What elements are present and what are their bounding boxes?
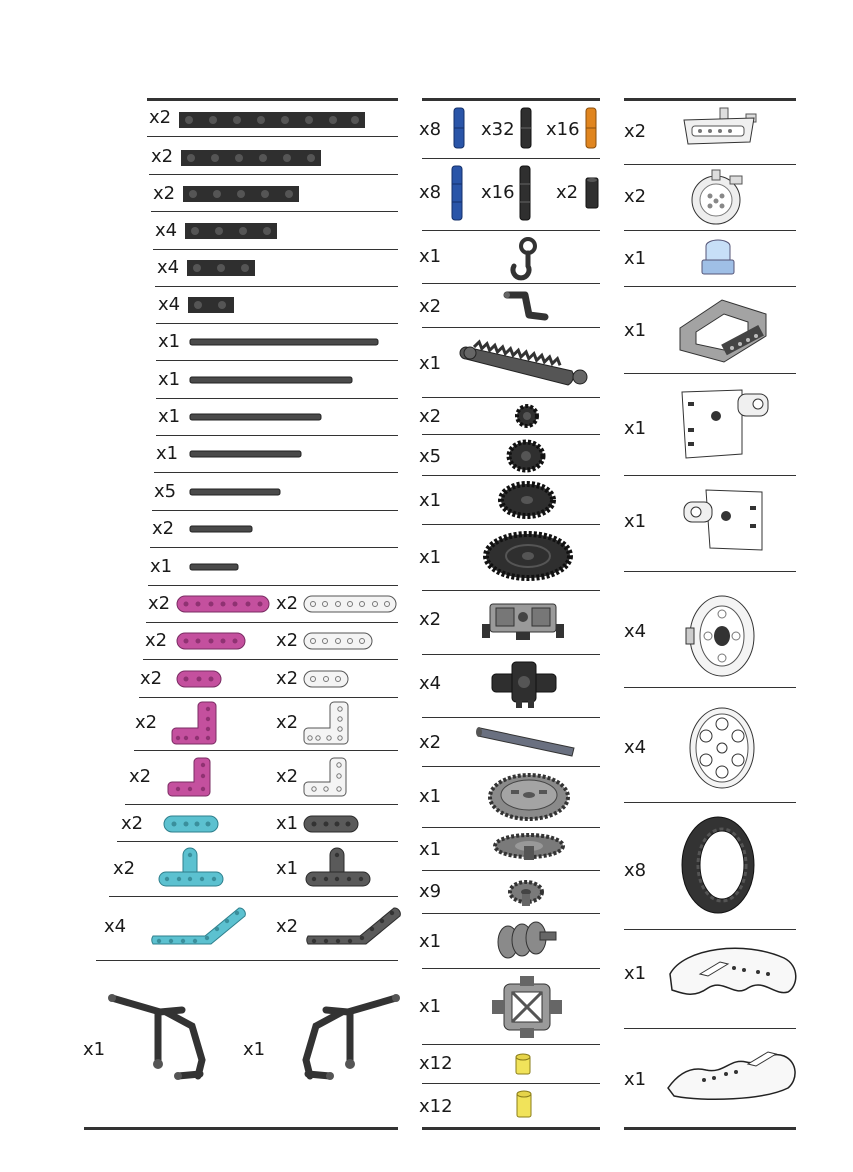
- column-bottom-rule: [624, 1127, 796, 1130]
- row-divider: [624, 475, 796, 476]
- liftarm-thin-icon: [303, 813, 359, 835]
- qty-label: x1: [83, 1039, 106, 1060]
- qty-label: x4: [155, 220, 178, 241]
- qty-label: x1: [624, 963, 647, 984]
- qty-label: x4: [419, 673, 442, 694]
- row-divider: [139, 697, 398, 698]
- qty-label: x2: [276, 916, 299, 937]
- row-divider: [156, 323, 398, 324]
- row-divider: [152, 510, 398, 511]
- qty-label: x1: [419, 839, 442, 860]
- qty-label: x1: [419, 786, 442, 807]
- qty-label: x1: [419, 547, 442, 568]
- l-beam-large-icon: [172, 700, 216, 746]
- yellow-bush-icon: [515, 1089, 533, 1119]
- t-beam-icon: [157, 846, 225, 890]
- cross-block-icon: [484, 660, 566, 710]
- row-divider: [156, 435, 398, 436]
- row-divider: [422, 1044, 600, 1045]
- turntable-gear-icon: [487, 770, 571, 824]
- crank-icon: [503, 287, 547, 323]
- t-beam-icon: [304, 846, 372, 890]
- axle-icon: [190, 412, 321, 422]
- qty-label: x2: [151, 146, 174, 167]
- l-beam-small-icon: [168, 756, 210, 798]
- qty-label: x2: [113, 858, 136, 879]
- row-divider: [624, 687, 796, 688]
- row-divider: [149, 174, 398, 175]
- qty-label: x4: [624, 621, 647, 642]
- handlebar-left-icon: [108, 990, 212, 1086]
- qty-label: x2: [152, 518, 175, 539]
- row-divider: [155, 286, 398, 287]
- row-divider: [143, 659, 398, 660]
- row-divider: [422, 434, 600, 435]
- qty-label: x1: [158, 406, 181, 427]
- qty-label: x2: [276, 712, 299, 733]
- liftarm-3-icon: [176, 668, 222, 690]
- qty-label: x1: [158, 331, 181, 352]
- qty-label: x1: [419, 353, 442, 374]
- row-divider: [422, 1083, 600, 1084]
- small-gear-icon: [506, 876, 546, 910]
- row-divider: [422, 717, 600, 718]
- row-divider: [624, 286, 796, 287]
- qty-label: x2: [153, 183, 176, 204]
- qty-label: x8: [624, 860, 647, 881]
- row-divider: [156, 360, 398, 361]
- axle-short-icon: [190, 524, 252, 534]
- liftarm-7-icon: [303, 593, 397, 615]
- column-top-rule: [422, 98, 600, 101]
- qty-label: x1: [419, 996, 442, 1017]
- row-divider: [109, 896, 398, 897]
- row-divider: [150, 547, 398, 548]
- orange-pin-icon: [584, 106, 598, 150]
- long-axle-gray-icon: [476, 724, 578, 758]
- row-divider: [422, 766, 600, 767]
- qty-label: x2: [556, 182, 579, 203]
- row-divider: [422, 230, 600, 231]
- motor-mount-right-icon: [682, 484, 768, 556]
- liftarm-thin-icon: [163, 813, 219, 835]
- handlebar-right-icon: [296, 990, 400, 1086]
- light-cap-icon: [700, 236, 736, 280]
- row-divider: [624, 373, 796, 374]
- qty-label: x2: [276, 630, 299, 651]
- qty-label: x1: [158, 369, 181, 390]
- row-divider: [146, 622, 398, 623]
- qty-label: x2: [419, 609, 442, 630]
- row-divider: [422, 913, 600, 914]
- qty-label: x16: [546, 119, 580, 140]
- qty-label: x32: [481, 119, 515, 140]
- liftarm-5-icon: [303, 630, 373, 652]
- motor-mount-left-icon: [678, 384, 772, 466]
- hook-icon: [510, 236, 540, 280]
- row-divider: [96, 960, 398, 961]
- row-divider: [422, 397, 600, 398]
- qty-label: x2: [276, 766, 299, 787]
- qty-label: x2: [419, 296, 442, 317]
- qty-label: x1: [624, 248, 647, 269]
- qty-label: x1: [624, 511, 647, 532]
- qty-label: x1: [276, 813, 299, 834]
- row-divider: [624, 571, 796, 572]
- qty-label: x16: [481, 182, 515, 203]
- beam-10-icon: [183, 184, 299, 204]
- qty-label: x4: [104, 916, 127, 937]
- wheel-hub-b-icon: [684, 704, 756, 792]
- qty-label: x1: [150, 556, 173, 577]
- angled-beam-icon: [149, 903, 245, 951]
- axle-icon: [190, 449, 301, 459]
- l-beam-small-icon: [304, 756, 346, 798]
- row-divider: [154, 472, 398, 473]
- row-divider: [134, 750, 398, 751]
- qty-label: x2: [148, 593, 171, 614]
- beam-8-icon: [185, 221, 277, 241]
- qty-label: x2: [624, 186, 647, 207]
- row-divider: [151, 211, 398, 212]
- gear-24-icon: [496, 480, 558, 520]
- sensor-plate-icon: [680, 106, 762, 154]
- qty-label: x2: [140, 668, 163, 689]
- yellow-bush-icon: [514, 1052, 532, 1076]
- black-long-pin-icon: [518, 164, 532, 222]
- qty-label: x1: [624, 418, 647, 439]
- liftarm-7-icon: [176, 593, 270, 615]
- qty-label: x2: [149, 107, 172, 128]
- row-divider: [422, 968, 600, 969]
- u-frame-icon: [672, 292, 770, 366]
- qty-label: x1: [624, 1069, 647, 1090]
- differential-icon: [490, 974, 564, 1040]
- angled-beam-icon: [304, 903, 400, 951]
- qty-label: x1: [419, 246, 442, 267]
- row-divider: [422, 158, 600, 159]
- row-divider: [422, 475, 600, 476]
- blue-long-pin-icon: [450, 164, 464, 222]
- cover-shell-a-icon: [664, 938, 802, 1008]
- column-top-rule: [624, 98, 796, 101]
- row-divider: [156, 398, 398, 399]
- row-divider: [148, 585, 398, 586]
- beam-12-icon: [181, 148, 321, 168]
- qty-label: x5: [154, 481, 177, 502]
- qty-label: x1: [624, 320, 647, 341]
- qty-label: x2: [419, 732, 442, 753]
- round-plate-icon: [686, 168, 748, 226]
- qty-label: x2: [419, 406, 442, 427]
- tire-icon: [678, 812, 760, 918]
- column-bottom-rule: [422, 1127, 600, 1130]
- qty-label: x2: [276, 593, 299, 614]
- cover-shell-b-icon: [664, 1036, 802, 1106]
- liftarm-5-icon: [176, 630, 246, 652]
- row-divider: [117, 841, 398, 842]
- axle-short-icon: [190, 562, 238, 572]
- bevel-gear-icon: [492, 832, 566, 864]
- axle-icon: [190, 375, 352, 385]
- qty-label: x12: [419, 1096, 453, 1117]
- blue-pin-icon: [452, 106, 466, 150]
- axle-long-icon: [190, 337, 378, 347]
- row-divider: [147, 136, 398, 137]
- row-divider: [624, 802, 796, 803]
- gear-rack-icon: [462, 333, 594, 389]
- black-pin-icon: [519, 106, 533, 150]
- qty-label: x1: [156, 443, 179, 464]
- beam-6-icon: [187, 258, 255, 278]
- row-divider: [422, 870, 600, 871]
- row-divider: [624, 164, 796, 165]
- gear-8-icon: [514, 402, 540, 430]
- axle-icon: [190, 487, 280, 497]
- row-divider: [624, 1028, 796, 1029]
- liftarm-3-icon: [303, 668, 349, 690]
- qty-label: x2: [121, 813, 144, 834]
- row-divider: [125, 804, 398, 805]
- connector-block-icon: [480, 596, 570, 642]
- qty-label: x1: [243, 1039, 266, 1060]
- wheel-hub-a-icon: [684, 592, 756, 680]
- l-beam-large-icon: [304, 700, 348, 746]
- row-divider: [624, 230, 796, 231]
- qty-label: x1: [419, 490, 442, 511]
- qty-label: x4: [624, 737, 647, 758]
- row-divider: [422, 654, 600, 655]
- row-divider: [422, 327, 600, 328]
- column-bottom-rule: [84, 1127, 398, 1130]
- gear-16-icon: [505, 438, 547, 474]
- row-divider: [422, 524, 600, 525]
- row-divider: [422, 590, 600, 591]
- row-divider: [422, 283, 600, 284]
- qty-label: x2: [145, 630, 168, 651]
- qty-label: x9: [419, 881, 442, 902]
- row-divider: [422, 827, 600, 828]
- qty-label: x1: [276, 858, 299, 879]
- row-divider: [153, 249, 398, 250]
- worm-gear-icon: [494, 918, 558, 964]
- qty-label: x8: [419, 119, 442, 140]
- qty-label: x4: [157, 257, 180, 278]
- qty-label: x2: [624, 121, 647, 142]
- gear-40-icon: [482, 530, 574, 582]
- qty-label: x12: [419, 1053, 453, 1074]
- qty-label: x8: [419, 182, 442, 203]
- beam-15-icon: [179, 110, 365, 130]
- beam-4-icon: [188, 295, 234, 315]
- row-divider: [624, 929, 796, 930]
- qty-label: x4: [158, 294, 181, 315]
- column-top-rule: [147, 98, 398, 101]
- qty-label: x2: [129, 766, 152, 787]
- qty-label: x5: [419, 446, 442, 467]
- qty-label: x1: [419, 931, 442, 952]
- bush-icon: [584, 176, 600, 210]
- qty-label: x2: [276, 668, 299, 689]
- qty-label: x2: [135, 712, 158, 733]
